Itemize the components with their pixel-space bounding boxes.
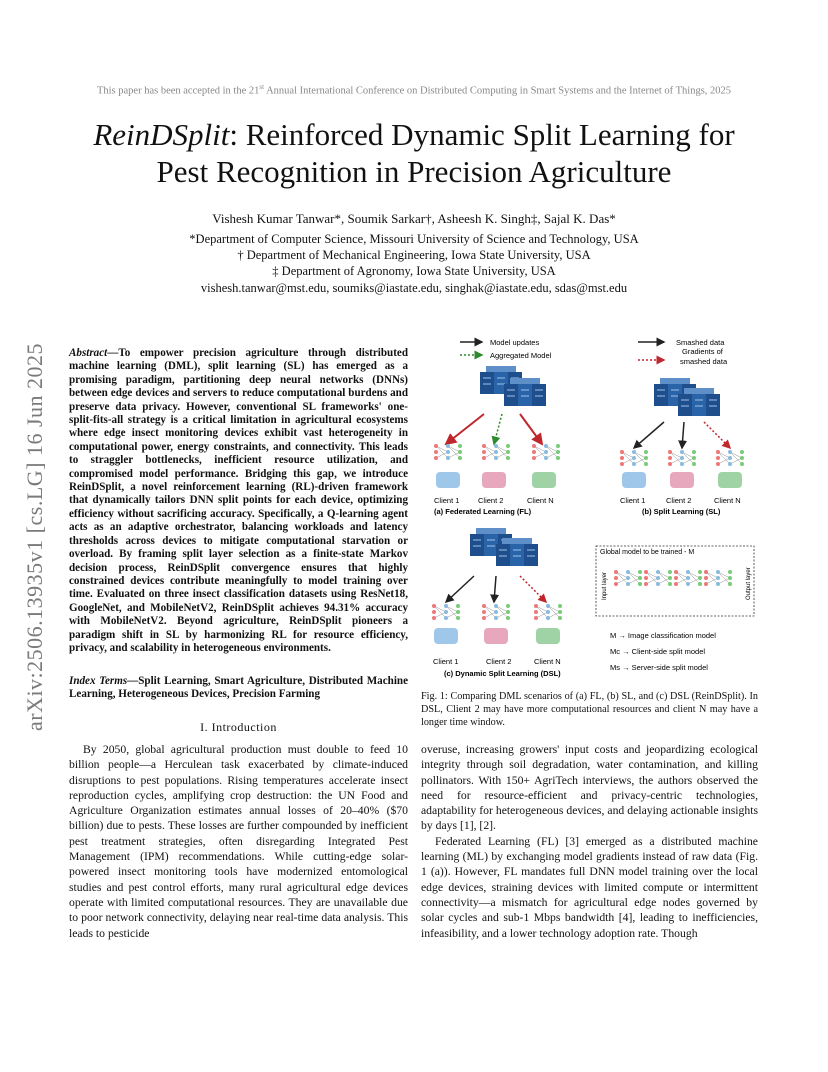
client-label: Client N <box>534 657 561 666</box>
title-line2: Pest Recognition in Precision Agriculture <box>156 154 672 189</box>
client-label: Client 1 <box>434 496 460 505</box>
title-line1: : Reinforced Dynamic Split Learning for <box>229 117 735 152</box>
panel-fl <box>434 338 560 516</box>
client-db-icon <box>484 628 508 644</box>
client-db-icon <box>532 472 556 488</box>
acceptance-notice: This paper has been accepted in the 21st Annual International Conference on Distributed Computing in Smart Systems and the Internet of Things, 2025 <box>96 83 732 97</box>
panel-a-label: (a) Federated Learning (FL) <box>434 507 532 516</box>
network-icon <box>434 444 462 460</box>
network-icon <box>534 604 562 620</box>
legend-gradients-2: smashed data <box>680 357 728 366</box>
panel-sl <box>620 338 744 516</box>
client-db-icon <box>718 472 742 488</box>
client-label: Client 1 <box>620 496 646 505</box>
title-italic: ReinDSplit <box>93 117 230 152</box>
client-db-icon <box>436 472 460 488</box>
def-model: M → Image classification model <box>610 631 716 640</box>
intro-left-column <box>69 742 408 941</box>
network-icon <box>716 450 744 466</box>
client-label: Client 1 <box>433 657 459 666</box>
figure-dml-scenarios <box>424 332 758 684</box>
global-model-box <box>596 546 754 616</box>
index-terms-lead: Index Terms <box>69 675 128 687</box>
client-db-icon <box>536 628 560 644</box>
abstract <box>69 347 408 655</box>
arxiv-stamp: arXiv:2506.13935v1 [cs.LG] 16 Jun 2025 <box>22 342 47 732</box>
network-icon <box>614 570 642 586</box>
server-icon <box>678 388 720 416</box>
intro-paragraph: By 2050, global agricultural production must double to feed 10 billion people—a Herculean task exacerbated by climate-induced disruptions to pest populations. Rising temperatures accelerate insect reproduction cycles, amplifying crop destruction: the UN Food and Agriculture Organization estimates annual losses of 20–40% ($70 billion) due to pests. These losses are further compounded by inefficient pest treatment strategies, often disregarding Integrated Pest Management (IPM) recommendations. While cutting-edge solar-powered insect monitoring tools have modernized entomological studies and pest control efforts, many rural agricultural edge devices operate with limited computational resources. They are unavailable due to poor network connectivity, delaying near real-time data analysis. This leads to pesticide <box>69 743 408 940</box>
network-icon <box>704 570 732 586</box>
network-icon <box>668 450 696 466</box>
index-terms-text: —Split Learning, Smart Agriculture, Distributed Machine Learning, Heterogeneous Devices, Precision Farming <box>69 675 408 701</box>
client-db-icon <box>670 472 694 488</box>
client-db-icon <box>434 628 458 644</box>
affiliation-1: *Department of Computer Science, Missouri University of Science and Technology, USA <box>189 232 639 246</box>
network-icon <box>482 444 510 460</box>
network-icon <box>644 570 672 586</box>
client-label: Client 2 <box>486 657 512 666</box>
intro-right-column <box>421 742 758 941</box>
legend-model-updates: Model updates <box>490 338 540 347</box>
client-label: Client N <box>527 496 554 505</box>
intro-paragraph: Federated Learning (FL) [3] emerged as a distributed machine learning (ML) by exchanging model gradients instead of raw data (Fig. 1 (a)). However, FL mandates full DNN model training over the local edge devices, straining devices with limited compute or intermittent connectivity—a mismatch for agricultural edge nodes governed by solar cycles and sub-1 Mbps bandwidth [4], leading to inefficiencies, infeasibility, and a lower technology adoption rate. Though <box>421 834 758 940</box>
legend-aggregated-model: Aggregated Model <box>490 351 552 360</box>
client-label: Client 2 <box>478 496 504 505</box>
client-db-icon <box>622 472 646 488</box>
client-db-icon <box>482 472 506 488</box>
def-client-model: Mc → Client-side split model <box>610 647 706 656</box>
panel-b-label: (b) Split Learning (SL) <box>642 507 721 516</box>
global-model-label: Global model to be trained - M <box>600 549 695 556</box>
authors: Vishesh Kumar Tanwar*, Soumik Sarkar†, Asheesh K. Singh‡, Sajal K. Das* <box>212 211 616 226</box>
legend-smashed-data: Smashed data <box>676 338 725 347</box>
figure-caption: Fig. 1: Comparing DML scenarios of (a) FL, (b) SL, and (c) DSL (ReinDSplit). In DSL, Client 2 may have more computational resources and client N may have a longer time window. <box>421 691 758 728</box>
panel-dsl <box>432 528 562 678</box>
index-terms <box>69 675 408 702</box>
section-heading: I. Introduction <box>200 720 277 734</box>
abstract-text: —To empower precision agriculture through distributed machine learning (DML), split learning (SL) has emerged as a promising paradigm, partitioning deep neural networks (DNNs) between edge devices and servers to reduce computational burdens and preserve data privacy. However, conventional SL frameworks' one-split-fits-all strategy is a critical limitation in agricultural ecosystems where edge insect monitoring devices exhibit vast heterogeneity in computational power, energy constraints, and connectivity. This leads to straggler bottlenecks, inefficient resource utilization, and compromised model performance. Bridging this gap, we introduce ReinDSplit, a novel reinforcement learning (RL)-driven framework that dynamically tailors DNN split points for each device, optimizing efficiency without sacrificing accuracy. Specifically, a Q-learning agent acts as an adaptive orchestrator, balancing workloads and latency thresholds across devices to mitigate computational starvation or overload. By framing split layer selection as a finite-state Markov decision process, ReinDSplit convergence ensures that highly constrained devices contribute meaningfully to model training over time. Evaluated on three insect classification datasets using ResNet18, GoogleNet, and MobileNetV2, ReinDSplit achieves 94.31% accuracy with MobileNetV2. Beyond agriculture, ReinDSplit pioneers a paradigm shift in SL by harmonizing RL for resource efficiency, privacy, and scalability in heterogeneous environments. <box>69 347 408 654</box>
server-icon <box>496 538 538 566</box>
def-server-model: Ms → Server-side split model <box>610 663 708 672</box>
affiliation-3: ‡ Department of Agronomy, Iowa State University, USA <box>272 264 556 278</box>
network-icon <box>532 444 560 460</box>
intro-paragraph: overuse, increasing growers' input costs and jeopardizing ecological integrity through soil degradation, water contamination, and killing pollinators. With 150+ AgriTech interviews, the authors observed the need for resource-efficient and privacy-centric technologies, adaptability for heterogeneous devices, and delaying actionable insights by days [1], [2]. <box>421 743 758 833</box>
output-layer-label: Output layer <box>746 567 752 600</box>
network-icon <box>620 450 648 466</box>
legend-gradients: Gradients of <box>682 347 723 356</box>
affiliation-2: † Department of Mechanical Engineering, Iowa State University, USA <box>237 248 591 262</box>
input-layer-label: Input layer <box>602 571 608 600</box>
network-icon <box>674 570 702 586</box>
author-emails: vishesh.tanwar@mst.edu, soumiks@iastate.edu, singhak@iastate.edu, sdas@mst.edu <box>200 281 628 295</box>
client-label: Client 2 <box>666 496 692 505</box>
panel-c-label: (c) Dynamic Split Learning (DSL) <box>444 669 561 678</box>
abstract-lead: Abstract <box>69 347 108 359</box>
paper-title <box>40 116 788 190</box>
network-icon <box>432 604 460 620</box>
client-label: Client N <box>714 496 741 505</box>
network-icon <box>482 604 510 620</box>
server-icon <box>504 378 546 406</box>
